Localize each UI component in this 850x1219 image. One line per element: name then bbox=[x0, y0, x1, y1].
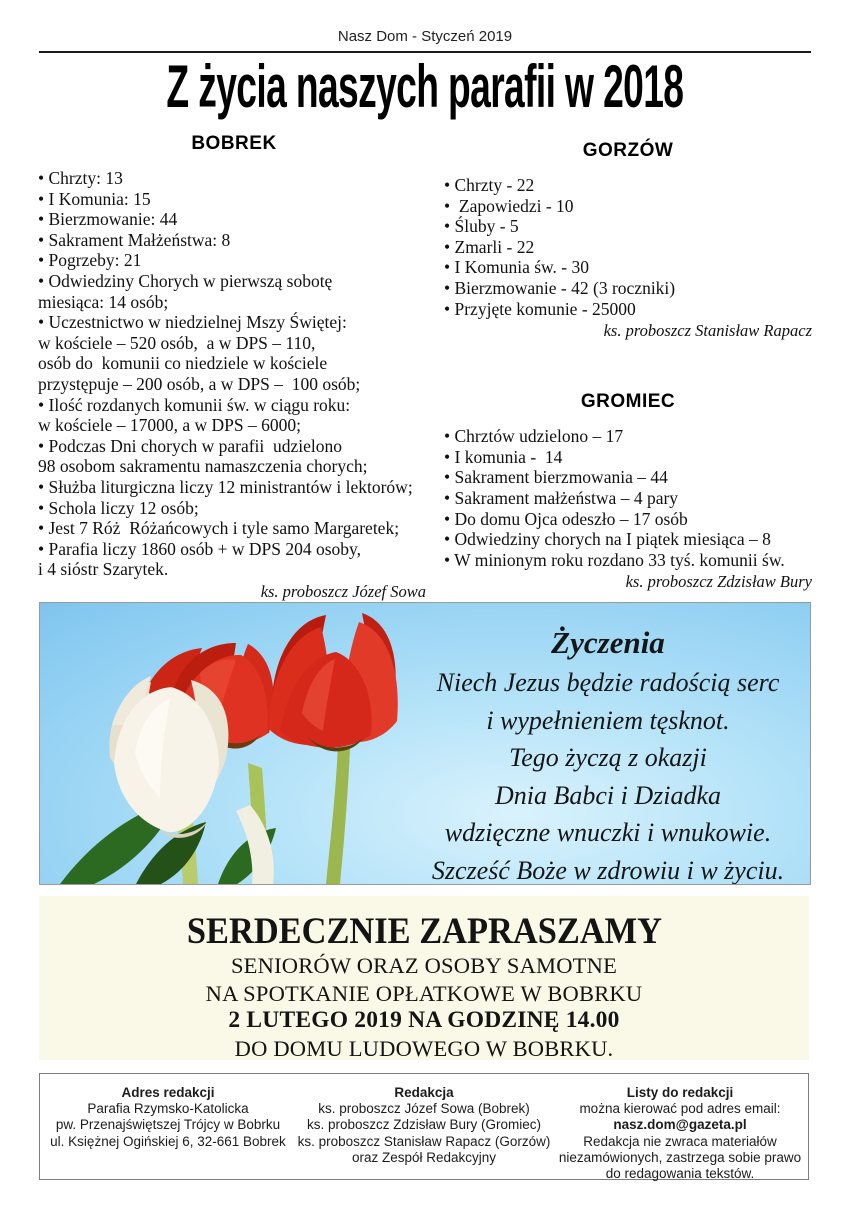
stat-line: • Schola liczy 12 osób; bbox=[38, 497, 199, 518]
stat-line: • Bierzmowanie - 42 (3 roczniki) bbox=[444, 277, 676, 298]
stat-line: • Zapowiedzi - 10 bbox=[444, 195, 574, 216]
section-heading-gromiec: GROMIEC bbox=[580, 391, 676, 413]
stats-list-gromiec bbox=[444, 426, 812, 570]
stat-line: • Uczestnictwo w niedzielnej Mszy Świętej: bbox=[38, 312, 347, 333]
footer-line: ul. Księżnej Ogińskiej 6, 32-661 Bobrek bbox=[50, 1133, 286, 1149]
stat-line: • Pogrzeby: 21 bbox=[38, 250, 142, 271]
section-gromiec bbox=[444, 391, 812, 592]
stat-line: • Chrzty - 22 bbox=[444, 175, 535, 195]
stat-line: miesiąca: 14 osób; bbox=[38, 291, 169, 312]
footer-line: można kierować pod adres email: bbox=[579, 1101, 781, 1117]
invitation-banner bbox=[39, 896, 809, 1060]
right-column bbox=[430, 123, 812, 593]
wishes-line: Niech Jezus będzie radością serc bbox=[436, 668, 780, 697]
white-tulip bbox=[109, 676, 228, 838]
footer-line: niezamówionych, zastrzega sobie prawo bbox=[558, 1149, 802, 1165]
stat-line: • Jest 7 Róż Różańcowych i tyle samo Margaretek; bbox=[38, 518, 400, 539]
footer-col-editors bbox=[296, 1074, 552, 1179]
footer-line: Redakcja nie zwraca materiałów bbox=[583, 1133, 777, 1149]
footer-address-lines bbox=[40, 1101, 296, 1150]
wishes-line: Tego życzą z okazji bbox=[509, 743, 707, 772]
wishes-line: Dnia Babci i Dziadka bbox=[494, 780, 722, 810]
stat-line: • Podczas Dni chorych w parafii udzielono bbox=[38, 435, 343, 456]
stat-line: • I Komunia: 15 bbox=[38, 188, 151, 209]
signature-bobrek: ks. proboszcz Józef Sowa bbox=[260, 581, 426, 601]
stem-right bbox=[326, 743, 350, 884]
footer-box bbox=[39, 1073, 809, 1180]
stat-line: w kościele – 520 osób, a w DPS – 110, bbox=[38, 332, 316, 353]
stat-line: • Chrztów udzielono – 17 bbox=[444, 426, 624, 447]
footer-line: ks. proboszcz Stanisław Rapacz (Gorzów) bbox=[297, 1133, 551, 1149]
invitation-line: DO DOMU LUDOWEGO W BOBRKU. bbox=[234, 1035, 614, 1061]
wishes-text bbox=[408, 603, 808, 884]
footer-col-address bbox=[40, 1074, 296, 1179]
stat-line: • Ilość rozdanych komunii św. w ciągu roku: bbox=[38, 394, 351, 415]
stat-line: w kościele – 17000, a w DPS – 6000; bbox=[38, 415, 301, 436]
stat-line: • Odwiedziny chorych na I piątek miesiąca – 8 bbox=[444, 529, 771, 550]
footer-heading-editors: Redakcja bbox=[394, 1085, 454, 1100]
statistics-columns bbox=[0, 123, 850, 601]
stat-line: • W minionym roku rozdano 33 tyś. komunii św. bbox=[444, 549, 785, 570]
stat-line: • Zmarli - 22 bbox=[444, 236, 535, 257]
footer-line: Parafia Rzymsko-Katolicka bbox=[87, 1101, 249, 1117]
footer-col-letters bbox=[552, 1074, 808, 1182]
footer-line: oraz Zespół Redakcyjny bbox=[351, 1149, 497, 1165]
stats-list-gorzow bbox=[444, 175, 812, 319]
stat-line: • I Komunia św. - 30 bbox=[444, 257, 589, 278]
stat-line: • Śluby - 5 bbox=[444, 216, 519, 237]
footer-letters-lines bbox=[552, 1134, 808, 1183]
stat-line: • Sakrament małżeństwa – 4 pary bbox=[444, 487, 679, 508]
footer-heading-letters: Listy do redakcji bbox=[626, 1085, 734, 1100]
wishes-line: Szcześć Boże w zdrowiu i w życiu. bbox=[431, 855, 785, 885]
stat-line: 98 osobom sakramentu namaszczenia chorych; bbox=[38, 456, 368, 477]
section-bobrek bbox=[38, 123, 430, 601]
stat-line: przystępuje – 200 osób, a w DPS – 100 osób; bbox=[38, 373, 361, 394]
wishes-line: wdzięczne wnuczki i wnukowie. bbox=[444, 818, 772, 847]
wishes-banner bbox=[39, 602, 811, 885]
footer-line: pw. Przenajświętszej Trójcy w Bobrku bbox=[55, 1117, 281, 1133]
footer-line: ks. proboszcz Józef Sowa (Bobrek) bbox=[318, 1101, 530, 1117]
stat-line: • Przyjęte komunie - 25000 bbox=[444, 298, 636, 319]
section-heading-bobrek: BOBREK bbox=[191, 133, 277, 154]
stats-list-bobrek bbox=[38, 168, 430, 580]
footer-line: ks. proboszcz Zdzisław Bury (Gromiec) bbox=[306, 1117, 542, 1133]
wishes-lines bbox=[408, 664, 808, 885]
invitation-line: SENIORÓW ORAZ OSOBY SAMOTNE bbox=[230, 953, 618, 978]
stat-line: • Parafia liczy 1860 osób + w DPS 204 osoby, bbox=[38, 538, 362, 559]
stat-line: • I komunia - 14 bbox=[444, 446, 563, 467]
page-title: Z życia naszych parafii w 2018 bbox=[166, 53, 684, 120]
stat-line: i 4 sióstr Szarytek. bbox=[38, 559, 169, 580]
section-heading-gorzow: GORZÓW bbox=[582, 140, 674, 161]
wishes-line: i wypełnieniem tęsknot. bbox=[486, 705, 730, 735]
invitation-title: SERDECZNIE ZAPRASZAMY bbox=[186, 911, 662, 952]
footer-heading-address: Adres redakcji bbox=[121, 1085, 215, 1100]
stat-line: • Sakrament Małżeństwa: 8 bbox=[38, 229, 231, 250]
footer-line: do redagowania tekstów. bbox=[605, 1166, 755, 1182]
signature-gorzow: ks. proboszcz Stanisław Rapacz bbox=[603, 321, 812, 341]
section-gorzow bbox=[444, 140, 812, 341]
signature-gromiec: ks. proboszcz Zdzisław Bury bbox=[625, 572, 812, 592]
stat-line: • Chrzty: 13 bbox=[38, 168, 123, 188]
stat-line: • Odwiedziny Chorych w pierwszą sobotę bbox=[38, 270, 333, 291]
masthead-title: Nasz Dom - Styczeń 2019 bbox=[337, 28, 513, 45]
red-tulip-right bbox=[268, 613, 398, 751]
stat-line: • Służba liturgiczna liczy 12 ministrantów i lektorów; bbox=[38, 476, 413, 497]
invitation-line-date: 2 LUTEGO 2019 NA GODZINĘ 14.00 bbox=[228, 1007, 620, 1033]
stat-line: • Bierzmowanie: 44 bbox=[38, 209, 178, 230]
invitation-line: NA SPOTKANIE OPŁATKOWE W BOBRKU bbox=[205, 980, 643, 1006]
stat-line: osób do komunii co niedziele w kościele bbox=[38, 353, 328, 374]
stat-line: • Do domu Ojca odeszło – 17 osób bbox=[444, 508, 688, 529]
stat-line: • Sakrament bierzmowania – 44 bbox=[444, 467, 668, 488]
footer-editors-lines bbox=[296, 1101, 552, 1166]
tulips-image bbox=[40, 603, 440, 884]
email-address: nasz.dom@gazeta.pl bbox=[613, 1117, 747, 1133]
wishes-title: Życzenia bbox=[551, 625, 665, 660]
